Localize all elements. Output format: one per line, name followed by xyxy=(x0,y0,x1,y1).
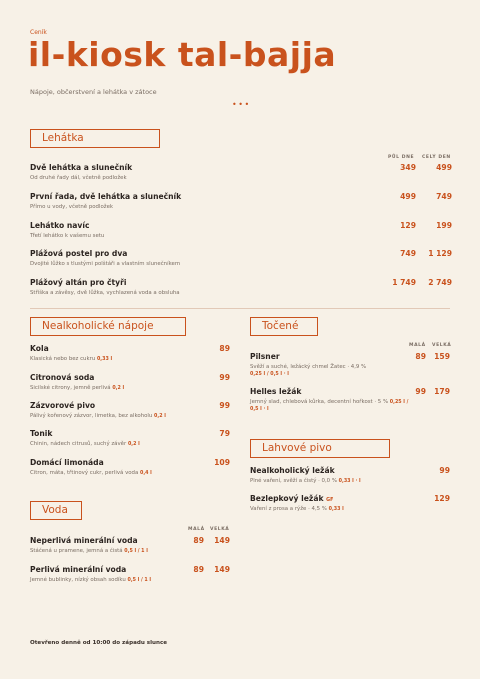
section-tocene: Točené xyxy=(250,317,318,336)
price: 99 xyxy=(219,373,230,382)
col-head-small: MALÁ xyxy=(409,343,426,348)
item-desc: Třetí lehátko k vašemu setu xyxy=(30,233,105,239)
price-half: 349 xyxy=(400,163,416,172)
price-half: 749 xyxy=(400,249,416,258)
item-volume: 0,2 l xyxy=(127,442,140,447)
price: 99 xyxy=(439,466,450,475)
price-small: 99 xyxy=(415,387,426,396)
list-item xyxy=(250,352,400,379)
price-full: 2 749 xyxy=(428,278,452,287)
item-name: Neperlivá minerální voda xyxy=(30,536,138,545)
subtitle: Nápoje, občerstvení a lehátka v zátoce xyxy=(30,88,157,96)
item-name: Plážová postel pro dva xyxy=(30,249,128,258)
item-name: Kola xyxy=(30,344,49,353)
col-head-small: MALÁ xyxy=(188,527,205,532)
item-volume: 0,33 l xyxy=(96,357,113,362)
price: 129 xyxy=(434,494,450,503)
item-volume: 0,5 l / 1 l xyxy=(127,578,152,583)
col-head-large: VELKÁ xyxy=(432,343,452,348)
item-name: Dvě lehátka a slunečník xyxy=(30,163,133,172)
item-desc xyxy=(30,385,230,392)
item-desc-text: Klasická nebo bez cukru xyxy=(30,356,96,362)
list-item xyxy=(30,249,180,268)
price: 89 xyxy=(219,344,230,353)
item-desc xyxy=(250,399,410,414)
price: 109 xyxy=(214,458,230,467)
item-desc xyxy=(250,364,400,379)
gluten-free-tag: GF xyxy=(326,498,334,503)
price-small: 89 xyxy=(415,352,426,361)
item-name: Helles ležák xyxy=(250,387,302,396)
item-desc xyxy=(30,548,180,555)
item-name: Tonik xyxy=(30,429,53,438)
section-voda: Voda xyxy=(30,501,82,520)
price-large: 149 xyxy=(214,536,230,545)
item-desc-text: Chinin, nádech citrusů, suchý závěr xyxy=(30,441,127,447)
price-large: 149 xyxy=(214,565,230,574)
section-divider xyxy=(30,308,450,309)
item-desc-text: Svěží a suché, ležácký chmel Žatec · 4,9 % xyxy=(250,364,367,370)
item-desc xyxy=(30,413,230,420)
item-desc-text: Stáčená u pramene, jemná a čistá xyxy=(30,548,123,554)
item-desc xyxy=(250,478,430,485)
price-large: 179 xyxy=(434,387,450,396)
price-full: 1 129 xyxy=(428,249,452,258)
price-full: 749 xyxy=(436,192,452,201)
col-head-large: VELKÁ xyxy=(210,527,230,532)
decorative-dots: ••• xyxy=(232,100,251,109)
item-desc xyxy=(30,577,180,584)
list-item xyxy=(250,494,430,513)
eyebrow: Ceník xyxy=(30,29,47,36)
item-name: Domácí limonáda xyxy=(30,458,104,467)
item-volume: 0,2 l xyxy=(112,386,125,391)
footer-hours: Otevřeno denně od 10:00 do západu slunce xyxy=(30,640,168,646)
item-desc-text: Pálivý kořenový zázvor, limetka, bez alkoholu xyxy=(30,413,153,419)
price: 79 xyxy=(219,429,230,438)
price-full: 499 xyxy=(436,163,452,172)
item-name-text: Bezlepkový ležák xyxy=(250,494,324,503)
list-item xyxy=(30,536,180,555)
section-nealko: Nealkoholické nápoje xyxy=(30,317,186,336)
price: 99 xyxy=(219,401,230,410)
item-desc xyxy=(30,356,230,363)
col-head-half-day: PŮL DNE xyxy=(388,155,415,160)
item-name: Lehátko navíc xyxy=(30,221,90,230)
item-name: Plážový altán pro čtyři xyxy=(30,278,127,287)
item-name xyxy=(250,494,430,503)
price-large: 159 xyxy=(434,352,450,361)
col-head-full-day: CELÝ DEN xyxy=(422,155,451,160)
price-half: 499 xyxy=(400,192,416,201)
item-volume: 0,33 l · l xyxy=(338,479,361,484)
item-name: První řada, dvě lehátka a slunečník xyxy=(30,192,182,201)
section-lahvove: Lahvové pivo xyxy=(250,439,390,458)
item-desc-text: Jemný slad, chlebová kůrka, decentní hořkost · 5 % xyxy=(250,399,389,405)
item-desc: Dvojité lůžko s tlustými polštáři a vlastním slunečníkem xyxy=(30,261,181,267)
item-desc xyxy=(30,470,230,477)
item-desc-text: Jemné bublinky, nízký obsah sodíku xyxy=(30,577,126,583)
price-full: 199 xyxy=(436,221,452,230)
item-name: Perlivá minerální voda xyxy=(30,565,127,574)
price-half: 1 749 xyxy=(392,278,416,287)
item-desc: Stříška a závěsy, dvě lůžka, vychlazená voda a obsluha xyxy=(30,290,180,296)
section-lehatka: Lehátka xyxy=(30,129,160,148)
item-name: Pilsner xyxy=(250,352,280,361)
item-volume: 0,2 l xyxy=(154,414,166,419)
list-item xyxy=(30,221,104,240)
item-desc: Přímo u vody, včetně podložek xyxy=(30,204,114,210)
page-title: il-kiosk tal-bajja xyxy=(28,35,337,74)
item-name: Zázvorové pivo xyxy=(30,401,96,410)
list-item xyxy=(250,466,430,485)
item-desc xyxy=(250,506,430,513)
list-item xyxy=(30,278,180,297)
item-desc-text: Vaření z prosa a rýže · 4,5 % xyxy=(250,506,327,512)
item-desc-text: Sicilské citrony, jemně perlivá xyxy=(30,385,111,391)
price-small: 89 xyxy=(193,565,204,574)
item-desc-text: Citron, máta, třtinový cukr, perlivá voda xyxy=(30,470,139,476)
item-desc-text: Plné vaření, svěží a čistý · 0,0 % xyxy=(250,478,337,484)
item-volume: 0,4 l xyxy=(140,471,152,476)
item-volume: 0,33 l xyxy=(328,507,344,512)
item-desc xyxy=(30,441,230,448)
item-volume: 0,5 l / 1 l xyxy=(124,549,148,554)
item-name: Citronová soda xyxy=(30,373,95,382)
item-desc: Od druhé řady dál, včetně podložek xyxy=(30,175,127,181)
price-small: 89 xyxy=(193,536,204,545)
item-name: Nealkoholický ležák xyxy=(250,466,335,475)
item-volume: 0,25 l / 0,5 l · l xyxy=(250,372,289,378)
item-volume: 0,25 l / 0,5 l · l xyxy=(250,400,409,413)
price-half: 129 xyxy=(400,221,416,230)
list-item xyxy=(30,192,181,211)
list-item xyxy=(30,565,180,584)
list-item xyxy=(250,387,410,414)
list-item xyxy=(30,163,132,182)
